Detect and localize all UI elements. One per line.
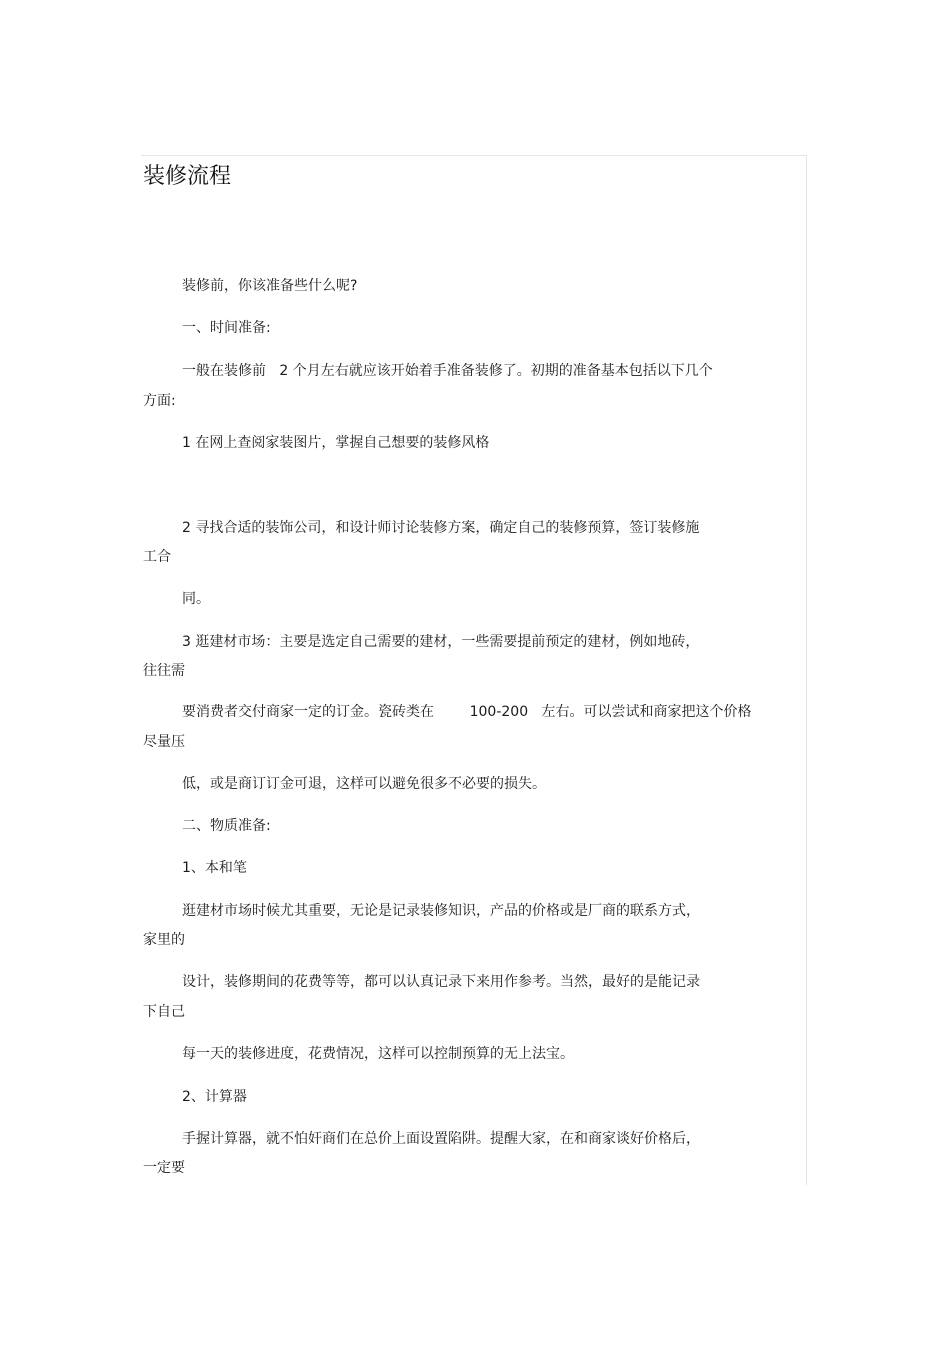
paragraph-line: 家里的	[143, 932, 185, 948]
paragraph-line: 每一天的装修进度，花费情况，这样可以控制预算的无上法宝。	[182, 1046, 574, 1062]
paragraph-line: 设计，装修期间的花费等等，都可以认真记录下来用作参考。当然，最好的是能记录	[182, 974, 700, 990]
list-item-calculator: 2、计算器	[182, 1089, 247, 1105]
section-heading-time: 一、时间准备:	[182, 320, 271, 336]
paragraph-line: 尽量压	[143, 734, 185, 750]
list-item-2: 2 寻找合适的装饰公司，和设计师讨论装修方案，确定自己的装修预算，签订装修施	[182, 520, 700, 536]
page-title: 装修流程	[143, 164, 232, 189]
page-frame	[141, 155, 807, 1185]
paragraph-line: 同。	[182, 591, 210, 607]
intro-question: 装修前，你该准备些什么呢?	[182, 278, 358, 294]
paragraph-line: 手握计算器，就不怕奸商们在总价上面设置陷阱。提醒大家，在和商家谈好价格后，	[182, 1131, 700, 1147]
paragraph-line: 要消费者交付商家一定的订金。瓷砖类在 100-200 左右。可以尝试和商家把这个价格	[182, 704, 752, 720]
paragraph-line: 逛建材市场时候尤其重要，无论是记录装修知识，产品的价格或是厂商的联系方式，	[182, 903, 700, 919]
paragraph-line: 工合	[143, 549, 171, 565]
paragraph-line: 下自己	[143, 1004, 185, 1020]
section-heading-material: 二、物质准备:	[182, 818, 271, 834]
paragraph-line: 一般在装修前 2 个月左右就应该开始着手准备装修了。初期的准备基本包括以下几个	[182, 363, 713, 379]
paragraph-line: 低，或是商订订金可退，这样可以避免很多不必要的损失。	[182, 776, 546, 792]
paragraph-line: 往往需	[143, 663, 185, 679]
list-item-notebook: 1、本和笔	[182, 860, 247, 876]
paragraph-line: 方面:	[143, 393, 176, 409]
list-item-1: 1 在网上查阅家装图片，掌握自己想要的装修风格	[182, 435, 490, 451]
list-item-3: 3 逛建材市场：主要是选定自己需要的建材，一些需要提前预定的建材，例如地砖，	[182, 634, 700, 650]
paragraph-line: 一定要	[143, 1160, 185, 1176]
